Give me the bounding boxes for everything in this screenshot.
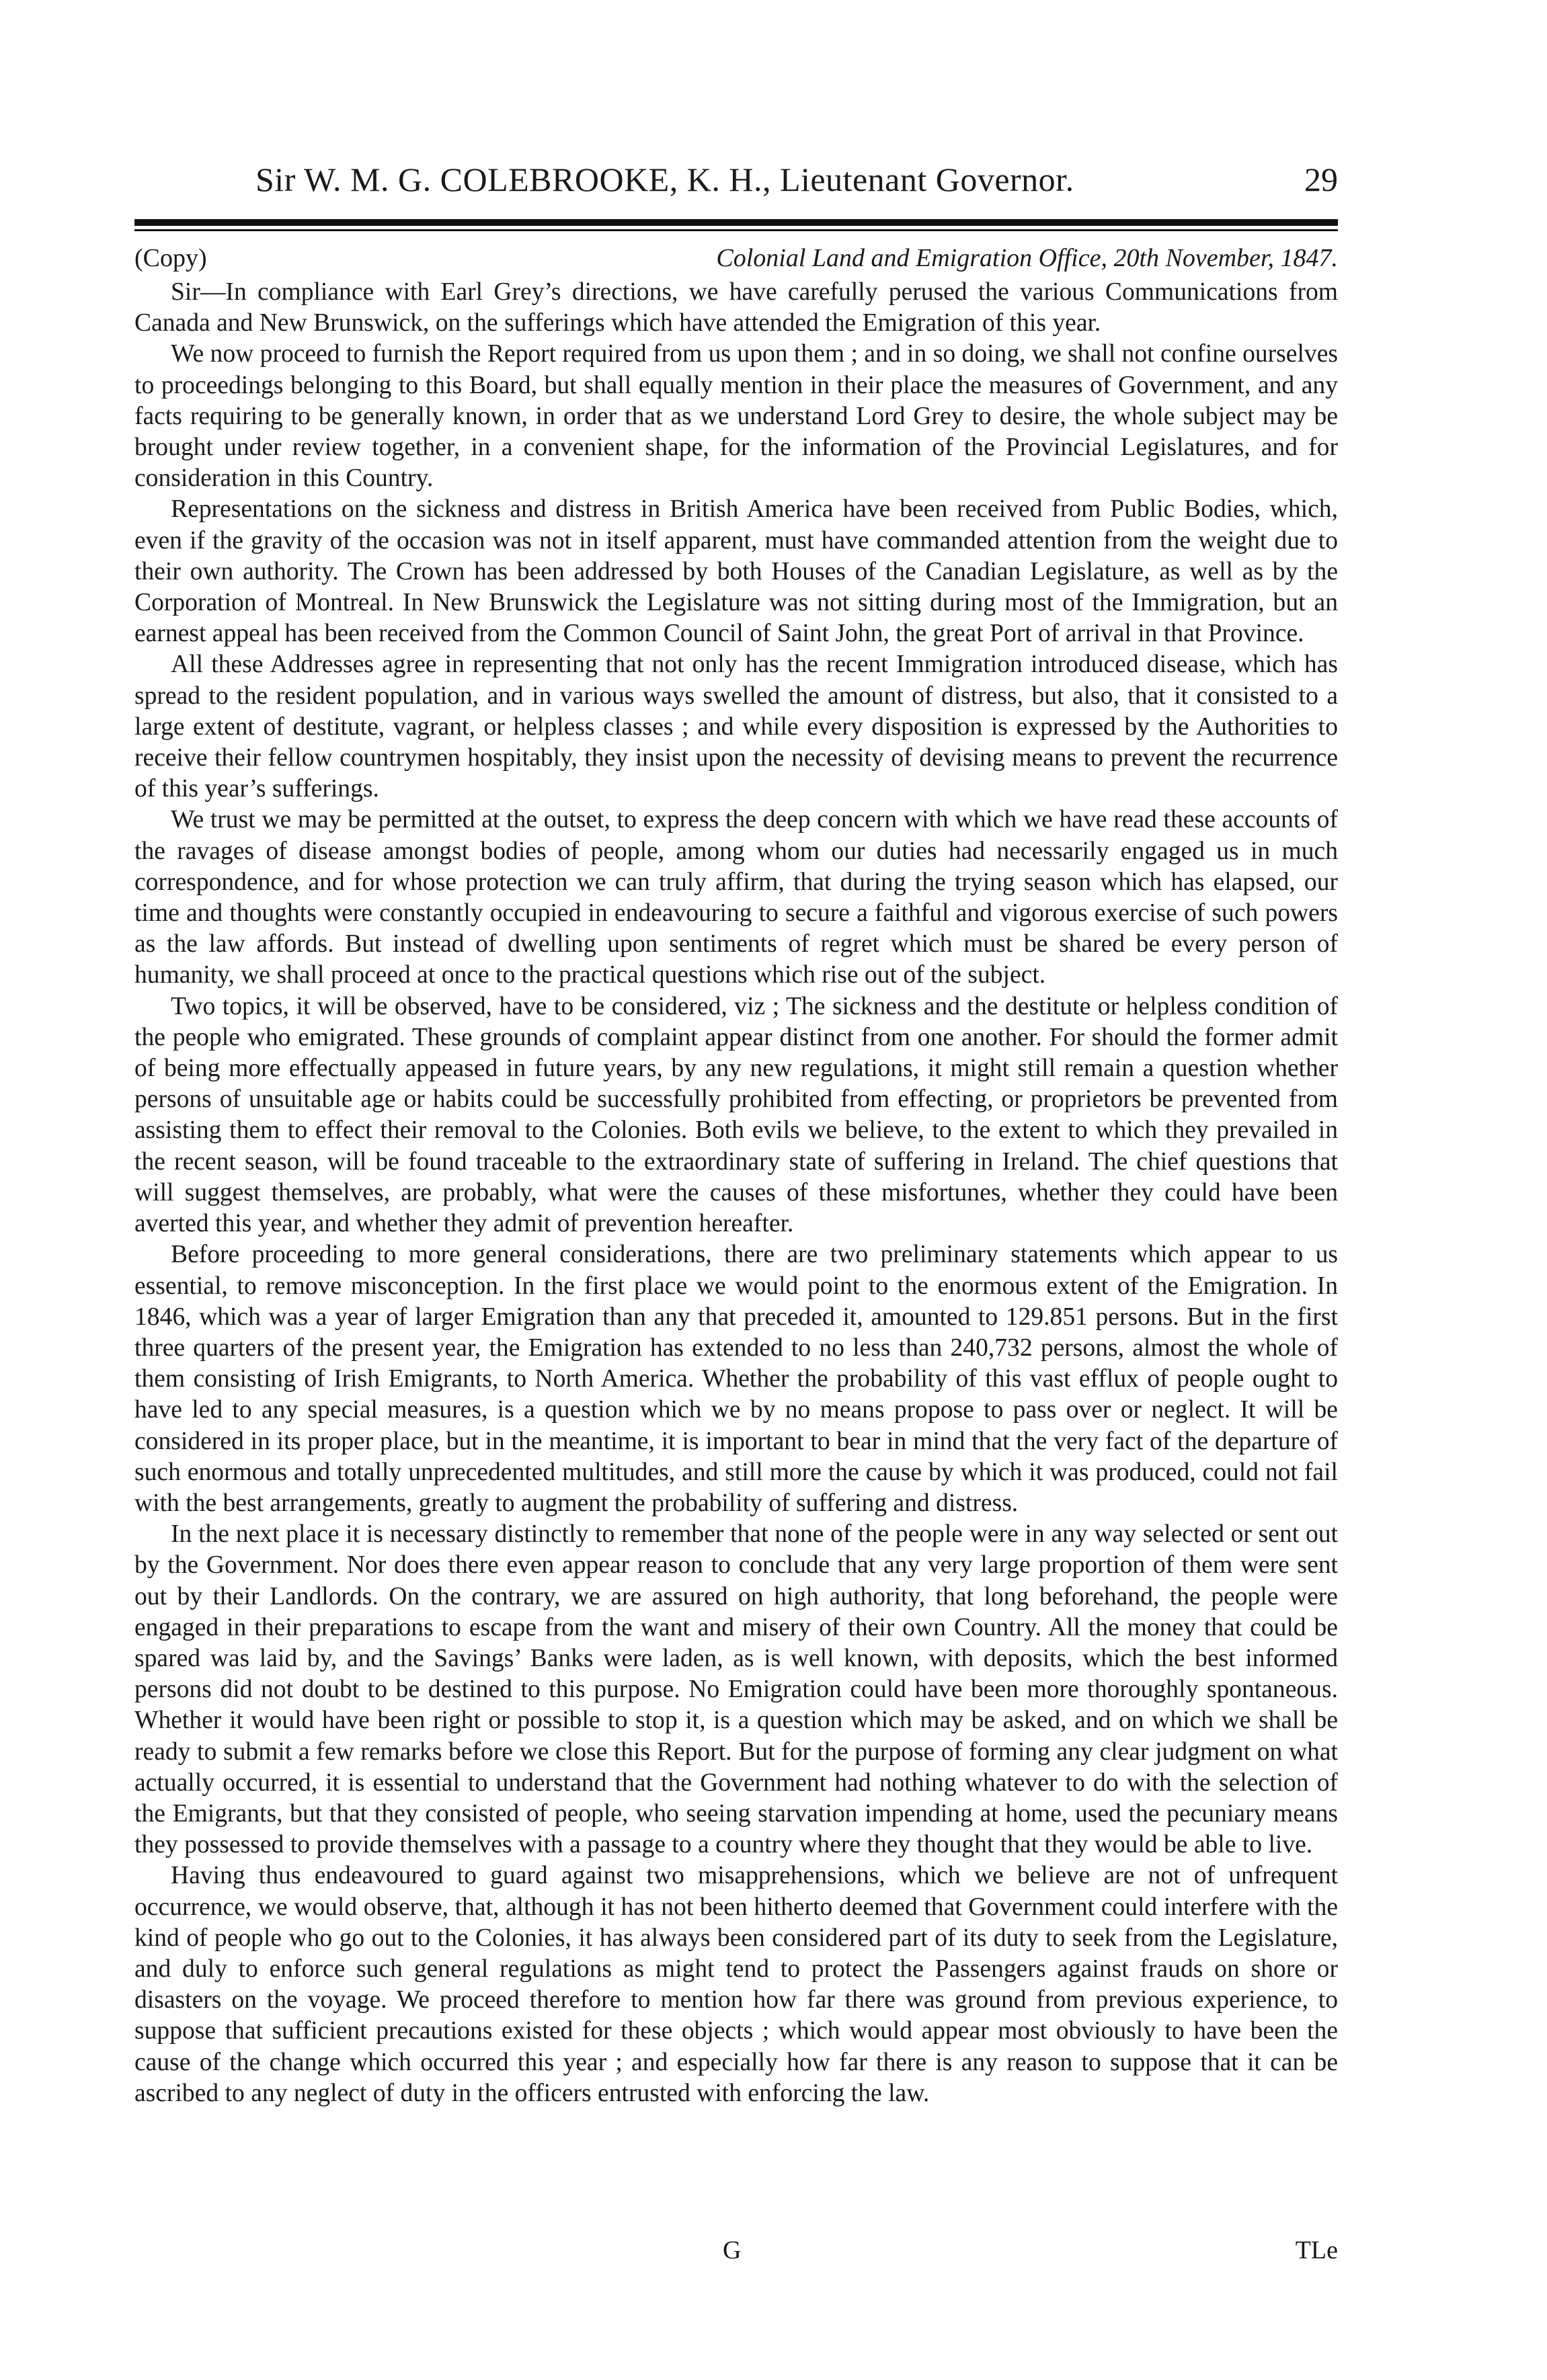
page-number: 29 <box>1304 161 1338 198</box>
paragraph: We trust we may be permitted at the outset, to express the deep concern with which we have read these accounts of the ravages of disease amongst bodies of people, among whom our duties had necessarily engaged us in much correspondence, and for whose protection we can truly affirm, that during the trying season which has elapsed, our time and thoughts were constantly occupied in endeavouring to secure a faithful and vigorous exercise of such powers as the law affords. But instead of dwelling upon sentiments of regret which must be shared be every person of humanity, we shall proceed at once to the practical questions which rise out of the subject. <box>134 806 1338 989</box>
copy-mark: (Copy) <box>134 244 207 272</box>
header-rule-thin <box>134 229 1338 231</box>
paragraph: Representations on the sickness and distress in British America have been received from Public Bodies, which, even if the gravity of the occasion was not in itself apparent, must have commanded attention from the weight due to their own authority. The Crown has been addressed by both Houses of the Canadian Legislature, as well as by the Corporation of Montreal. In New Brunswick the Legislature was not sitting during most of the Immigration, but an earnest appeal has been received from the Common Council of Saint John, the great Port of arrival in that Province. <box>134 495 1338 648</box>
report-body <box>134 277 1338 2109</box>
header-rule-thick <box>134 219 1338 226</box>
dateline <box>134 237 1338 277</box>
running-title: Sir W. M. G. COLEBROOKE, K. H., Lieutenant Governor. <box>255 161 1074 198</box>
paragraph: We now proceed to furnish the Report required from us upon them ; and in so doing, we shall not confine ourselves to proceedings belonging to this Board, but shall equally mention in their place the measures of Government, and any facts requiring to be generally known, in order that as we understand Lord Grey to desire, the whole subject may be brought under review together, in a convenient shape, for the information of the Provincial Legislatures, and for consideration in this Country. <box>134 340 1338 493</box>
signature-mark: G <box>723 2236 742 2264</box>
paragraph: All these Addresses agree in representing that not only has the recent Immigration introduced disease, which has spread to the resident population, and in various ways swelled the amount of distress, but also, that it consisted to a large extent of destitute, vagrant, or helpless classes ; and while every disposition is expressed by the Authorities to receive their fellow countrymen hospitably, they insist upon the necessity of devising means to prevent the recurrence of this year’s sufferings. <box>134 651 1338 803</box>
page-header <box>255 160 1338 214</box>
paragraph: Sir—In compliance with Earl Grey’s directions, we have carefully perused the various Communications from Canada and New Brunswick, on the sufferings which have attended the Emigration of this year. <box>134 278 1338 337</box>
page-footer <box>134 2235 1338 2276</box>
paragraph: Two topics, it will be observed, have to be considered, viz ; The sickness and the destitute or helpless condition of the people who emigrated. These grounds of complaint appear distinct from one another. For should the former admit of being more effectually appeased in future years, by any new regulations, it might still remain a question whether persons of unsuitable age or habits could be successfully prohibited from effecting, or proprietors be prevented from assisting them to effect their removal to the Colonies. Both evils we believe, to the extent to which they prevailed in the recent season, will be found traceable to the extraordinary state of suffering in Ireland. The chief questions that will suggest themselves, are probably, what were the causes of these misfortunes, whether they could have been averted this year, and whether they admit of prevention hereafter. <box>134 992 1338 1238</box>
paragraph: Having thus endeavoured to guard against two misapprehensions, which we believe are not of unfrequent occurrence, we would observe, that, although it has not been hitherto deemed that Government could interfere with the kind of people who go out to the Colonies, it has always been considered part of its duty to seek from the Legislature, and duly to enforce such general regulations as might tend to protect the Passengers against frauds on shore or disasters on the voyage. We proceed therefore to mention how far there was ground from previous experience, to suppose that sufficient precautions existed for these objects ; which would appear most obviously to have been the cause of the change which occurred this year ; and especially how far there is any reason to suppose that it can be ascribed to any neglect of duty in the officers entrusted with enforcing the law. <box>134 1862 1338 2107</box>
catchword: TLe <box>1295 2236 1338 2264</box>
paragraph: In the next place it is necessary distinctly to remember that none of the people were in any way selected or sent out by the Government. Nor does there even appear reason to conclude that any very large proportion of them were sent out by their Landlords. On the contrary, we are assured on high authority, that long beforehand, the people were engaged in their preparations to escape from the want and misery of their own Country. All the money that could be spared was laid by, and the Savings’ Banks were laden, as is well known, with deposits, which the best informed persons did not doubt to be destined to this purpose. No Emigration could have been more thoroughly spontaneous. Whether it would have been right or possible to stop it, is a question which may be asked, and on which we shall be ready to submit a few remarks before we close this Report. But for the purpose of forming any clear judgment on what actually occurred, it is essential to understand that the Government had nothing whatever to do with the selection of the Emigrants, but that they consisted of people, who seeing starvation impending at home, used the pecuniary means they possessed to provide themselves with a passage to a country where they thought that they would be able to live. <box>134 1520 1338 1859</box>
office-dateline: Colonial Land and Emigration Office, 20th November, 1847. <box>716 244 1338 272</box>
paragraph: Before proceeding to more general considerations, there are two preliminary statements which appear to us essential, to remove misconception. In the first place we would point to the enormous extent of the Emigration. In 1846, which was a year of larger Emigration than any that preceded it, amounted to 129.851 persons. But in the first three quarters of the present year, the Emigration has extended to no less than 240,732 persons, almost the whole of them consisting of Irish Emigrants, to North America. Whether the probability of this vast efflux of people ought to have led to any special measures, is a question which we by no means propose to pass over or neglect. It will be considered in its proper place, but in the meantime, it is important to bear in mind that the very fact of the departure of such enormous and totally unprecedented multitudes, and still more the cause by which it was produced, could not fail with the best arrangements, greatly to augment the probability of suffering and distress. <box>134 1241 1338 1517</box>
